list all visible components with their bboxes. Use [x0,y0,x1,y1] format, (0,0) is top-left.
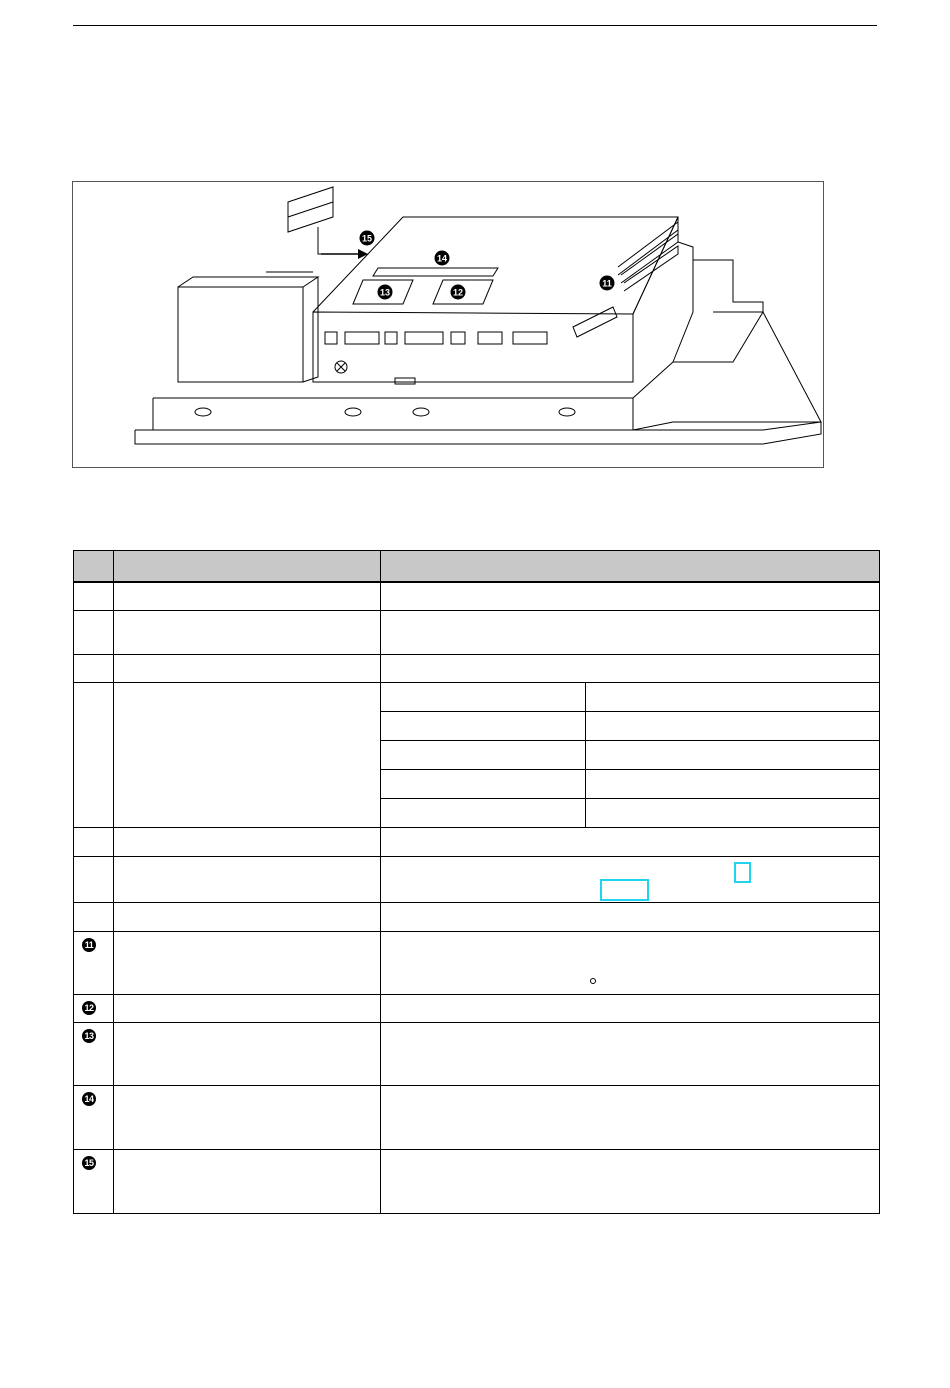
row-description [381,827,880,856]
row-number [74,827,114,856]
component-table [73,550,880,1214]
top-rule [73,25,877,26]
sub-cell-right [586,798,880,827]
sub-cell-left [381,711,586,740]
row-component [114,582,381,610]
row-component [114,654,381,682]
sub-cell-right [586,711,880,740]
sub-cell-right [586,769,880,798]
row-component [114,827,381,856]
highlight-marker-small [734,862,751,883]
row-component [114,931,381,994]
row-number [74,682,114,827]
svg-text:13: 13 [379,287,391,298]
callout-11 [600,276,615,291]
sub-cell-right [586,682,880,711]
header-cell-number [74,551,114,583]
row-number [74,654,114,682]
sub-cell-left [381,769,586,798]
degree-symbol [590,978,596,984]
row-component [114,902,381,931]
sub-cell-right [586,740,880,769]
callout-13-badge: 13 [82,1029,96,1043]
row-component [114,1085,381,1149]
table-header-row [74,551,880,583]
header-cell-component [114,551,381,583]
svg-text:12: 12 [452,287,464,298]
table-row [74,827,880,856]
row-number [74,994,114,1022]
callout-12 [451,285,466,300]
row-component [114,856,381,902]
row-description [381,1022,880,1085]
table-row [74,994,880,1022]
row-number [74,582,114,610]
row-description [381,1085,880,1149]
row-description [381,582,880,610]
device-rear-view-figure [72,181,824,468]
table-row [74,1085,880,1149]
row-number [74,902,114,931]
sub-cell-left [381,682,586,711]
svg-text:14: 14 [436,253,448,264]
table-row [74,654,880,682]
table-row [74,682,880,711]
svg-text:15: 15 [361,233,373,244]
table-row [74,902,880,931]
row-component [114,682,381,827]
row-component [114,994,381,1022]
callout-14-badge: 14 [82,1092,96,1106]
table-row [74,1022,880,1085]
row-number [74,1085,114,1149]
table-row [74,610,880,654]
row-number [74,931,114,994]
highlight-marker-wide [600,879,649,901]
row-description [381,610,880,654]
callout-13 [378,285,393,300]
sub-cell-left [381,798,586,827]
row-description [381,654,880,682]
row-number [74,856,114,902]
row-component [114,610,381,654]
device-drawing [73,182,823,467]
row-component [114,1022,381,1085]
header-cell-description [381,551,880,583]
sub-cell-left [381,740,586,769]
row-component [114,1149,381,1213]
svg-text:11: 11 [602,278,612,289]
table-row [74,582,880,610]
callout-14 [435,251,450,266]
row-description [381,902,880,931]
table-row [74,1149,880,1213]
row-description [381,931,880,994]
table-row [74,931,880,994]
callout-12-badge: 12 [82,1001,96,1015]
row-number [74,1149,114,1213]
table-row [74,856,880,902]
callout-15 [360,231,375,246]
callout-15-badge: 15 [82,1156,96,1170]
callout-11-badge: 11 [82,938,96,952]
row-number [74,1022,114,1085]
row-number [74,610,114,654]
row-description [381,994,880,1022]
row-description [381,1149,880,1213]
